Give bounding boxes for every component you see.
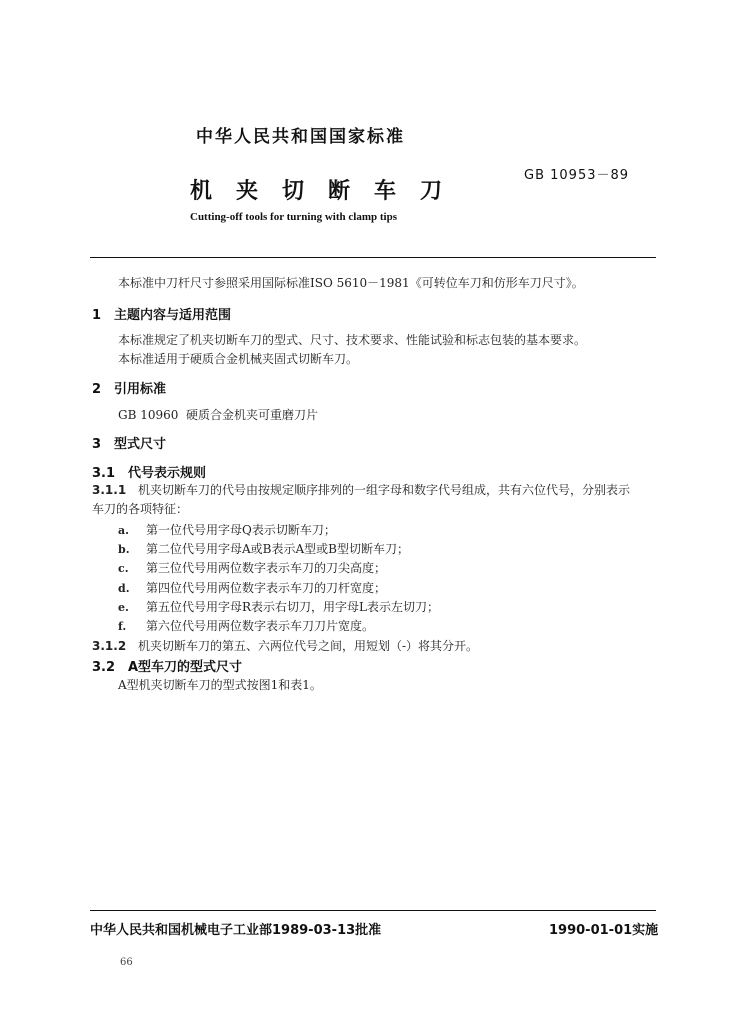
org-title: 中华人民共和国国家标准 [196, 127, 405, 147]
item-text: 第六位代号用两位数字表示车刀刀片宽度。 [146, 619, 375, 633]
item-text: 第五位代号用字母R表示右切刀，用字母L表示左切刀； [146, 600, 440, 614]
clause-text: 机夹切断车刀的代号由按规定顺序排列的一组字母和数字代号组成，共有六位代号，分别表示 [138, 483, 631, 497]
item-letter: e. [118, 601, 129, 614]
section-number: 2 [92, 382, 102, 397]
section-title: 代号表示规则 [128, 466, 207, 481]
section-number: 3 [92, 437, 102, 452]
section-1-heading [92, 304, 231, 323]
section-3-2-paragraph: A型机夹切断车刀的型式按图1和表1。 [118, 678, 322, 692]
clause-text: 机夹切断车刀的第五、六两位代号之间，用短划（-）将其分开。 [138, 639, 479, 653]
list-item [118, 559, 386, 576]
list-item [118, 540, 409, 557]
item-letter: c. [118, 562, 129, 575]
item-text: 第三位代号用两位数字表示车刀的刀尖高度； [146, 561, 387, 575]
header-divider [90, 257, 656, 258]
list-item [118, 579, 386, 596]
section-title: A型车刀的型式尺寸 [128, 660, 243, 675]
list-item [118, 598, 439, 615]
footer-divider [90, 910, 656, 911]
section-number: 3.1.1 [92, 483, 127, 497]
section-title: 型式尺寸 [114, 437, 167, 452]
item-letter: a. [118, 524, 129, 537]
document-title-cn: 机夹切断车刀 [190, 179, 467, 204]
section-number: 3.1 [92, 466, 116, 481]
section-number: 3.1.2 [92, 639, 127, 653]
section-2-reference: GB 10960 硬质合金机夹可重磨刀片 [118, 408, 319, 422]
item-letter: b. [118, 543, 130, 556]
section-title: 引用标准 [114, 382, 167, 397]
section-number: 3.2 [92, 660, 116, 675]
section-3-1-2 [92, 637, 478, 654]
effective-date: 1990-01-01实施 [549, 923, 659, 938]
section-3-1-heading [92, 462, 206, 481]
item-letter: f. [118, 620, 127, 633]
intro-paragraph: 本标准中刀杆尺寸参照采用国际标准ISO 5610－1981《可转位车刀和仿形车刀尺寸》。 [118, 276, 584, 290]
item-text: 第二位代号用字母A或B表示A型或B型切断车刀； [146, 542, 409, 556]
section-title: 主题内容与适用范围 [114, 308, 232, 323]
document-title-en: Cutting-off tools for turning with clamp tips [190, 211, 397, 223]
item-text: 第四位代号用两位数字表示车刀的刀杆宽度； [146, 581, 387, 595]
list-item [118, 617, 374, 634]
section-1-paragraph-1: 本标准规定了机夹切断车刀的型式、尺寸、技术要求、性能试验和标志包装的基本要求。 [118, 333, 587, 347]
section-3-2-heading [92, 656, 242, 675]
section-3-1-1-line-1 [92, 481, 630, 498]
section-3-1-1-line-2: 车刀的各项特征： [92, 502, 189, 516]
approval-statement: 中华人民共和国机械电子工业部1989-03-13批准 [90, 923, 382, 938]
page-number: 66 [120, 957, 133, 968]
section-number: 1 [92, 308, 102, 323]
standard-number: GB 10953－89 [524, 168, 630, 183]
section-2-heading [92, 378, 166, 397]
section-1-paragraph-2: 本标准适用于硬质合金机械夹固式切断车刀。 [118, 352, 359, 366]
item-letter: d. [118, 582, 130, 595]
section-3-heading [92, 433, 166, 452]
list-item [118, 521, 336, 538]
item-text: 第一位代号用字母Q表示切断车刀； [146, 523, 336, 537]
